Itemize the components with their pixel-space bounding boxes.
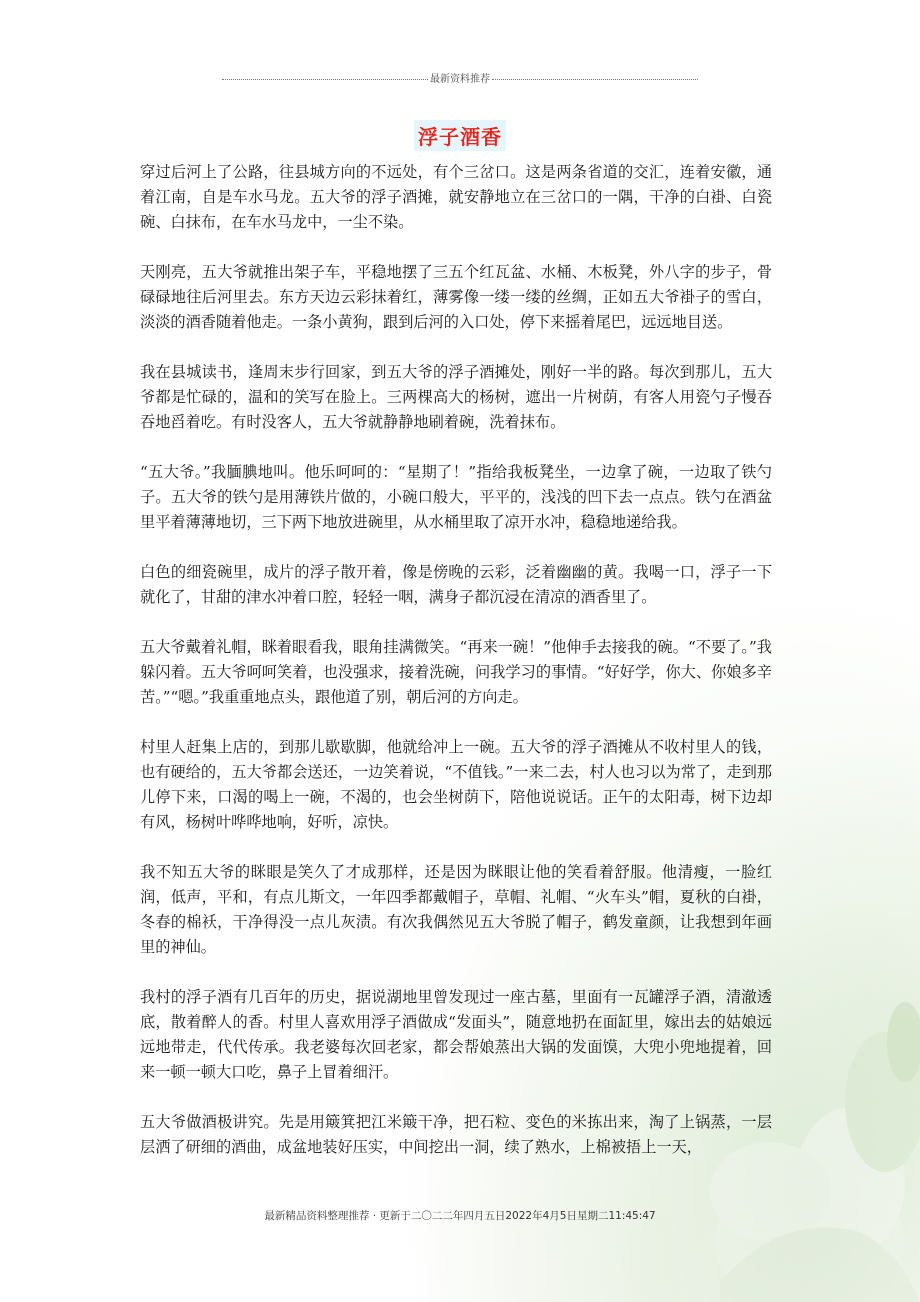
article-body	[140, 160, 772, 1160]
paragraph: 我在县城读书，逢周末步行回家，到五大爷的浮子酒摊处，刚好一半的路。每次到那儿，五大爷都是忙碌的，温和的笑写在脸上。三两棵高大的杨树，遮出一片树荫，有客人用瓷勺子慢吞吞地舀着吃。有时没客人，五大爷就静静地刷着碗，洗着抹布。	[140, 363, 772, 431]
paragraph: 我不知五大爷的眯眼是笑久了才成那样，还是因为眯眼让他的笑看着舒服。他清瘦，一脸红润，低声，平和，有点儿斯文，一年四季都戴帽子，草帽、礼帽、“火车头”帽，夏秋的白褂，冬春的棉袄，干净得没一点儿灰渍。有次我偶然见五大爷脱了帽子，鹤发童颜，让我想到年画里的神仙。	[140, 863, 772, 956]
paragraph: 五大爷做酒极讲究。先是用簸箕把江米簸干净，把石粒、变色的米拣出来，淘了上锅蒸，一层层洒了研细的酒曲，成盆地装好压实，中间挖出一洞，续了熟水，上棉被捂上一天，	[140, 1113, 772, 1156]
paragraph: 村里人赶集上店的，到那儿歇歇脚，他就给冲上一碗。五大爷的浮子酒摊从不收村里人的钱，也有硬给的，五大爷都会送还，一边笑着说，“不值钱。”一来二去，村人也习以为常了，走到那儿停下来，口渴的喝上一碗，不渴的，也会坐树荫下，陪他说说话。正午的太阳毒，树下边却有风，杨树叶哗哗地响，好听，凉快。	[140, 738, 772, 831]
article-title-text: 浮子酒香	[414, 120, 506, 151]
paragraph: 穿过后河上了公路，往县城方向的不远处，有个三岔口。这是两条省道的交汇，连着安徽，通着江南，自是车水马龙。五大爷的浮子酒摊，就安静地立在三岔口的一隅，干净的白褂、白瓷碗、白抹布，在车水马龙中，一尘不染。	[140, 163, 772, 231]
paragraph: 我村的浮子酒有几百年的历史，据说湖地里曾发现过一座古墓，里面有一瓦罐浮子酒，清澈透底，散着醉人的香。村里人喜欢用浮子酒做成“发面头”，随意地扔在面缸里，嫁出去的姑娘远远地带走，代代传承。我老婆每次回老家，都会帮娘蒸出大锅的发面馍，大兜小兜地提着，回来一顿一顿大口吃，鼻子上冒着细汗。	[140, 988, 772, 1081]
paragraph: 白色的细瓷碗里，成片的浮子散开着，像是傍晚的云彩，泛着幽幽的黄。我喝一口，浮子一下就化了，甘甜的津水冲着口腔，轻轻一咽，满身子都沉浸在清凉的酒香里了。	[140, 563, 772, 606]
paragraph: 五大爷戴着礼帽，眯着眼看我，眼角挂满微笑。“再来一碗！”他伸手去接我的碗。“不要了。”我躲闪着。五大爷呵呵笑着，也没强求，接着洗碗，问我学习的事情。“好好学，你大、你娘多辛苦。”“嗯。”我重重地点头，跟他道了别，朝后河的方向走。	[140, 638, 772, 706]
page-footer: 最新精品资料整理推荐 · 更新于二〇二二年四月五日2022年4月5日星期二11:45:47	[264, 1210, 656, 1222]
header-text: 最新资料推荐	[430, 74, 490, 85]
paragraph: 天刚亮，五大爷就推出架子车，平稳地摆了三五个红瓦盆、水桶、木板凳，外八字的步子，骨碌碌地往后河里去。东方天边云彩抹着红，薄雾像一缕一缕的丝绸，正如五大爷褂子的雪白，淡淡的酒香随着他走。一条小黄狗，跟到后河的入口处，停下来摇着尾巴，远远地目送。	[140, 263, 772, 331]
paragraph: “五大爷。”我腼腆地叫。他乐呵呵的：“星期了！”指给我板凳坐，一边拿了碗，一边取了铁勺子。五大爷的铁勺是用薄铁片做的，小碗口般大，平平的，浅浅的凹下去一点点。铁勺在酒盆里平着薄薄地切，三下两下地放进碗里，从水桶里取了凉开水冲，稳稳地递给我。	[140, 463, 772, 531]
